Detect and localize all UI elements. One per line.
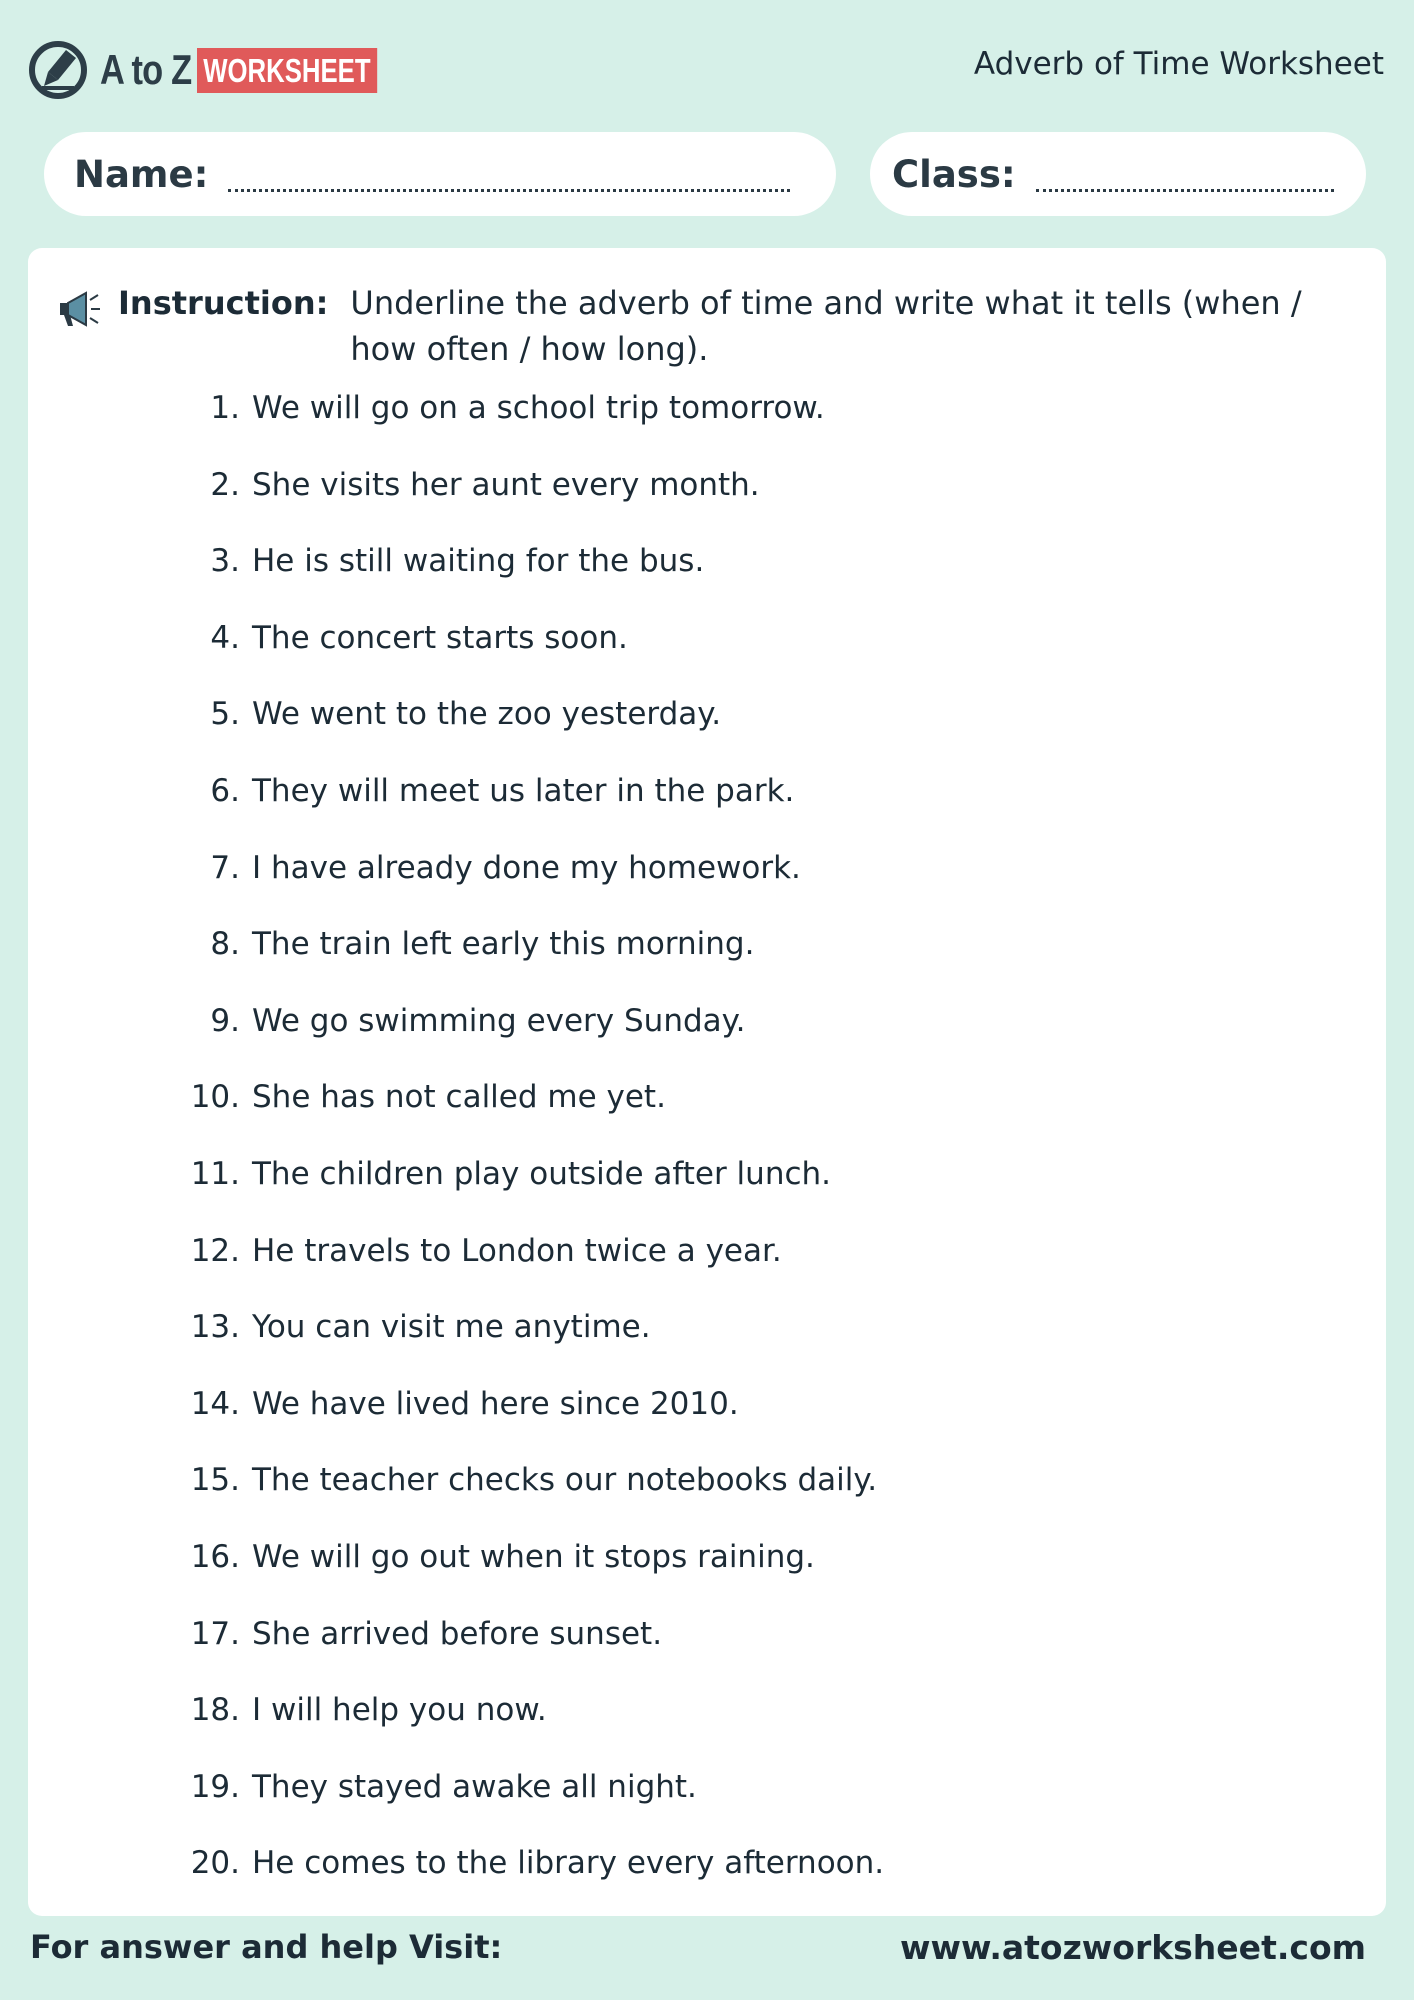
question-number: 14.: [190, 1385, 240, 1422]
question-number: 10.: [190, 1079, 240, 1116]
question-number: 11.: [190, 1156, 240, 1192]
question-number: 20.: [190, 1845, 240, 1882]
question-number: 18.: [190, 1692, 240, 1729]
question-number: 13.: [190, 1309, 240, 1346]
question-item: [28, 460, 760, 510]
question-item: [28, 1532, 815, 1582]
question-text: We will go on a school trip tomorrow.: [252, 390, 825, 426]
class-input-line[interactable]: [1036, 169, 1334, 192]
question-item: [28, 766, 794, 816]
question-text: We go swimming every Sunday.: [252, 1002, 746, 1039]
question-text: I will help you now.: [252, 1692, 547, 1729]
instruction-label: Instruction:: [118, 284, 329, 322]
megaphone-icon: [54, 288, 104, 332]
question-item: [28, 1455, 877, 1505]
question-text: They stayed awake all night.: [252, 1768, 697, 1805]
question-item: [28, 1149, 831, 1199]
instruction-text: Underline the adverb of time and write what it tells (when / how often / how long).: [350, 284, 1302, 368]
question-number: 5.: [210, 696, 240, 733]
question-item: [28, 1379, 739, 1429]
question-text: He comes to the library every afternoon.: [252, 1845, 885, 1882]
question-number: 19.: [190, 1768, 240, 1805]
question-item: [28, 536, 704, 586]
question-number: 7.: [210, 849, 240, 886]
question-text: I have already done my homework.: [252, 849, 801, 886]
name-label: Name:: [74, 152, 209, 196]
question-item: [28, 1762, 697, 1812]
question-item: [28, 1685, 547, 1735]
pencil-logo-icon: [28, 40, 88, 100]
question-number: 17.: [190, 1615, 240, 1652]
question-item: [28, 1072, 666, 1122]
worksheet-card: [28, 248, 1386, 1916]
class-label: Class:: [892, 152, 1016, 196]
instruction-row: [54, 284, 1350, 372]
question-item: [28, 1609, 662, 1659]
question-text: They will meet us later in the park.: [252, 773, 795, 809]
site-logo: [28, 38, 428, 102]
worksheet-title: Adverb of Time Worksheet: [973, 46, 1384, 82]
question-text: We will go out when it stops raining.: [252, 1539, 815, 1575]
logo-text: A to Z: [100, 46, 192, 93]
question-text: The concert starts soon.: [252, 619, 628, 656]
logo-badge: WORKSHEET: [197, 48, 377, 93]
question-number: 15.: [190, 1462, 240, 1499]
question-number: 3.: [210, 543, 240, 580]
question-number: 6.: [210, 773, 240, 809]
question-number: 9.: [210, 1002, 240, 1039]
question-text: We went to the zoo yesterday.: [252, 696, 722, 733]
question-text: He travels to London twice a year.: [252, 1232, 782, 1269]
question-number: 16.: [190, 1539, 240, 1575]
question-text: You can visit me anytime.: [252, 1309, 651, 1346]
question-text: She has not called me yet.: [252, 1079, 666, 1116]
question-text: She visits her aunt every month.: [252, 466, 760, 503]
question-number: 8.: [210, 926, 240, 963]
question-number: 2.: [210, 466, 240, 503]
question-item: [28, 1302, 651, 1352]
question-item: [28, 919, 754, 969]
question-number: 1.: [210, 390, 240, 426]
name-input-line[interactable]: [228, 169, 790, 192]
footer-url-link[interactable]: www.atozworksheet.com: [899, 1928, 1366, 1967]
footer-help-text: For answer and help Visit:: [30, 1928, 503, 1966]
question-item: [28, 383, 825, 433]
question-text: The children play outside after lunch.: [252, 1156, 832, 1192]
question-item: [28, 1838, 884, 1888]
question-text: The train left early this morning.: [252, 926, 755, 963]
question-item: [28, 689, 721, 739]
question-number: 12.: [190, 1232, 240, 1269]
question-item: [28, 996, 745, 1046]
question-item: [28, 1226, 782, 1276]
question-text: We have lived here since 2010.: [252, 1385, 739, 1422]
class-field-container: [870, 132, 1366, 216]
name-field-container: [44, 132, 836, 216]
question-text: She arrived before sunset.: [252, 1615, 663, 1652]
question-text: The teacher checks our notebooks daily.: [252, 1462, 878, 1499]
question-number: 4.: [210, 619, 240, 656]
question-item: [28, 843, 801, 893]
question-item: [28, 613, 628, 663]
question-text: He is still waiting for the bus.: [252, 543, 705, 580]
